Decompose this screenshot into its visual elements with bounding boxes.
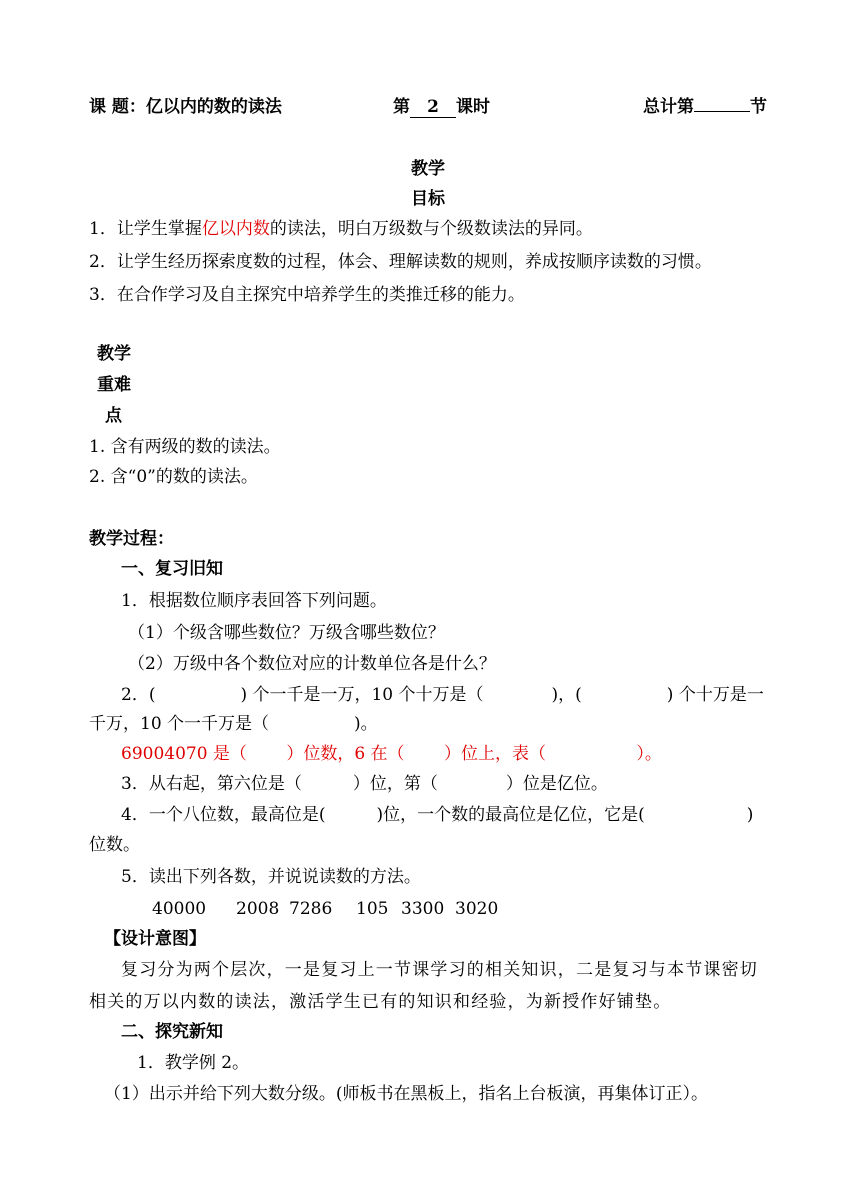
- question-red: 69004070 是（ ）位数，6 在（ ）位上，表（ ）。: [121, 744, 662, 764]
- goal-item-1-text-end: 的读法，明白万级数与个级数读法的异同。: [269, 219, 593, 239]
- question-4-line1: 4．一个八位数，最高位是( )位，一个数的最高位是亿位，它是( ): [121, 805, 754, 825]
- design-intent-line1: 复习分为两个层次，一是复习上一节课学习的相关知识，二是复习与本节课密切: [121, 960, 758, 980]
- lesson-number: 2: [410, 97, 456, 118]
- question-3: 3．从右起，第六位是（ ）位，第（ ）位是亿位。: [121, 774, 608, 794]
- number-4: 105: [356, 899, 389, 919]
- lesson-number-field: [393, 95, 490, 119]
- total-suffix: 节: [750, 97, 767, 117]
- keypoints-heading-line2: 重难: [97, 375, 131, 395]
- example-1: 1．教学例 2。: [137, 1053, 250, 1073]
- example-1-1: （1）出示并给下列大数分级。(师板书在黑板上，指名上台板演，再集体订正）。: [104, 1084, 708, 1104]
- goal-item-1-highlight: 亿以内数: [201, 219, 270, 239]
- lesson-prefix: 第: [393, 97, 410, 117]
- question-1: 1．根据数位顺序表回答下列问题。: [121, 591, 387, 611]
- number-6: 3020: [455, 899, 499, 919]
- number-2: 2008: [236, 899, 280, 919]
- topic-label: 课 题：: [89, 97, 146, 117]
- design-intent-line2: 相关的万以内数的读法，激活学生已有的知识和经验，为新授作好铺垫。: [89, 992, 672, 1012]
- keypoints-heading-line1: 教学: [97, 344, 131, 364]
- goal-item-3: 3．在合作学习及自主探究中培养学生的类推迁移的能力。: [89, 285, 525, 305]
- total-lesson-field: [643, 95, 767, 119]
- design-intent-title: 【设计意图】: [104, 929, 206, 949]
- goal-item-1-text: 1．让学生掌握: [89, 219, 202, 239]
- question-4-line2: 位数。: [89, 835, 140, 855]
- total-blank: [694, 111, 750, 112]
- lesson-suffix: 课时: [456, 97, 490, 117]
- section2-title: 二、探究新知: [121, 1022, 223, 1042]
- keypoints-heading-line3: 点: [105, 406, 122, 426]
- lesson-topic: [89, 95, 282, 119]
- topic-title: 亿以内的数的读法: [145, 97, 282, 117]
- keypoint-item-2: 2. 含“0”的数的读法。: [89, 467, 258, 487]
- question-2-line1: 2．( ) 个一千是一万，10 个十万是（ )，( ) 个十万是一: [121, 685, 764, 705]
- question-2-line2: 千万，10 个一千万是（ )。: [89, 714, 378, 734]
- question-1-2: （2）万级中各个数位对应的计数单位各是什么？: [128, 654, 496, 674]
- number-1: 40000: [152, 899, 207, 919]
- goals-heading-line1: 教学: [411, 159, 445, 179]
- goals-heading-line2: 目标: [411, 189, 445, 209]
- number-5: 3300: [401, 899, 445, 919]
- goal-item-1: [89, 217, 593, 241]
- total-prefix: 总计第: [643, 97, 694, 117]
- question-5: 5．读出下列各数，并说说读数的方法。: [121, 867, 421, 887]
- goal-item-2: 2．让学生经历探索度数的过程，体会、理解读数的规则，养成按顺序读数的习惯。: [89, 252, 712, 272]
- keypoint-item-1: 1. 含有两级的数的读法。: [89, 437, 281, 457]
- section1-title: 一、复习旧知: [121, 559, 223, 579]
- number-3: 7286: [289, 899, 333, 919]
- question-1-1: （1）个级含哪些数位？万级含哪些数位？: [128, 623, 445, 643]
- process-heading: 教学过程：: [89, 529, 174, 549]
